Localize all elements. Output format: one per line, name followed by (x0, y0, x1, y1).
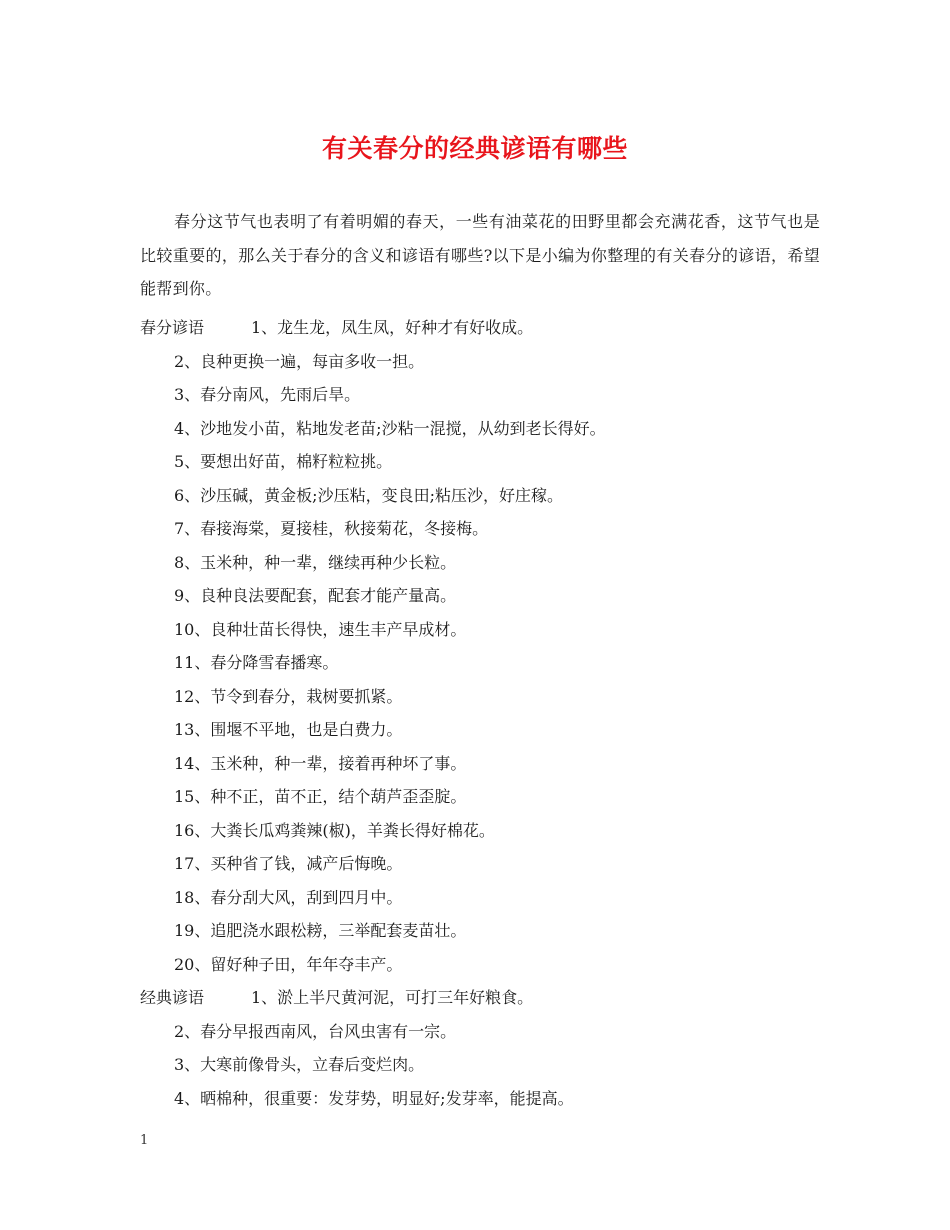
list-item: 8、玉米种，种一辈，继续再种少长粒。 (174, 552, 457, 572)
proverb-list (140, 311, 820, 1115)
list-item: 2、春分早报西南风，台风虫害有一宗。 (174, 1021, 457, 1041)
list-item: 6、沙压碱，黄金板;沙压粘，变良田;粘压沙，好庄稼。 (174, 485, 563, 505)
list-item: 3、大寒前像骨头，立春后变烂肉。 (174, 1055, 425, 1074)
list-item: 3、春分南风，先雨后旱。 (174, 385, 361, 404)
list-item: 10、良种壮苗长得快，速生丰产早成材。 (174, 619, 467, 639)
list-item: 16、大粪长瓜鸡粪辣(椒)，羊粪长得好棉花。 (174, 820, 495, 840)
proverb-text: 1、淤上半尺黄河泥，可打三年好粮食。 (251, 988, 534, 1007)
section-label-spring-proverbs: 春分谚语 (140, 318, 205, 337)
list-item: 12、节令到春分，栽树要抓紧。 (174, 686, 403, 706)
page-number: 1 (140, 1133, 149, 1148)
proverb-text: 1、龙生龙，凤生凤，好种才有好收成。 (251, 318, 534, 337)
list-item: 4、沙地发小苗，粘地发老苗;沙粘一混搅，从幼到老长得好。 (174, 418, 606, 438)
intro-paragraph: 春分这节气也表明了有着明媚的春天，一些有油菜花的田野里都会充满花香，这节气也是比较重要的，那么关于春分的含义和谚语有哪些?以下是小编为你整理的有关春分的谚语，希望能帮到你。 (140, 212, 820, 298)
list-item: 2、良种更换一遍，每亩多收一担。 (174, 351, 425, 371)
list-item: 18、春分刮大风，刮到四月中。 (174, 887, 403, 907)
list-item: 4、晒棉种，很重要：发芽势，明显好;发芽率，能提高。 (174, 1088, 574, 1108)
list-item: 15、种不正，苗不正，结个葫芦歪歪腚。 (174, 787, 467, 806)
list-item: 11、春分降雪春播寒。 (174, 653, 339, 672)
list-item: 5、要想出好苗，棉籽粒粒挑。 (174, 452, 393, 471)
list-item: 19、追肥浇水跟松耪，三举配套麦苗壮。 (174, 921, 467, 940)
list-item: 9、良种良法要配套，配套才能产量高。 (174, 586, 457, 605)
section-label-classic-proverbs: 经典谚语 (140, 988, 205, 1007)
list-item: 14、玉米种，种一辈，接着再种坏了事。 (174, 753, 467, 773)
list-item (140, 981, 820, 1015)
list-item: 7、春接海棠，夏接桂，秋接菊花，冬接梅。 (174, 519, 489, 538)
list-item: 13、围堰不平地，也是白费力。 (174, 720, 403, 739)
document-title: 有关春分的经典谚语有哪些 (321, 134, 628, 163)
list-item: 17、买种省了钱，减产后悔晚。 (174, 854, 403, 873)
list-item: 20、留好种子田，年年夺丰产。 (174, 954, 403, 974)
list-item (140, 311, 820, 345)
